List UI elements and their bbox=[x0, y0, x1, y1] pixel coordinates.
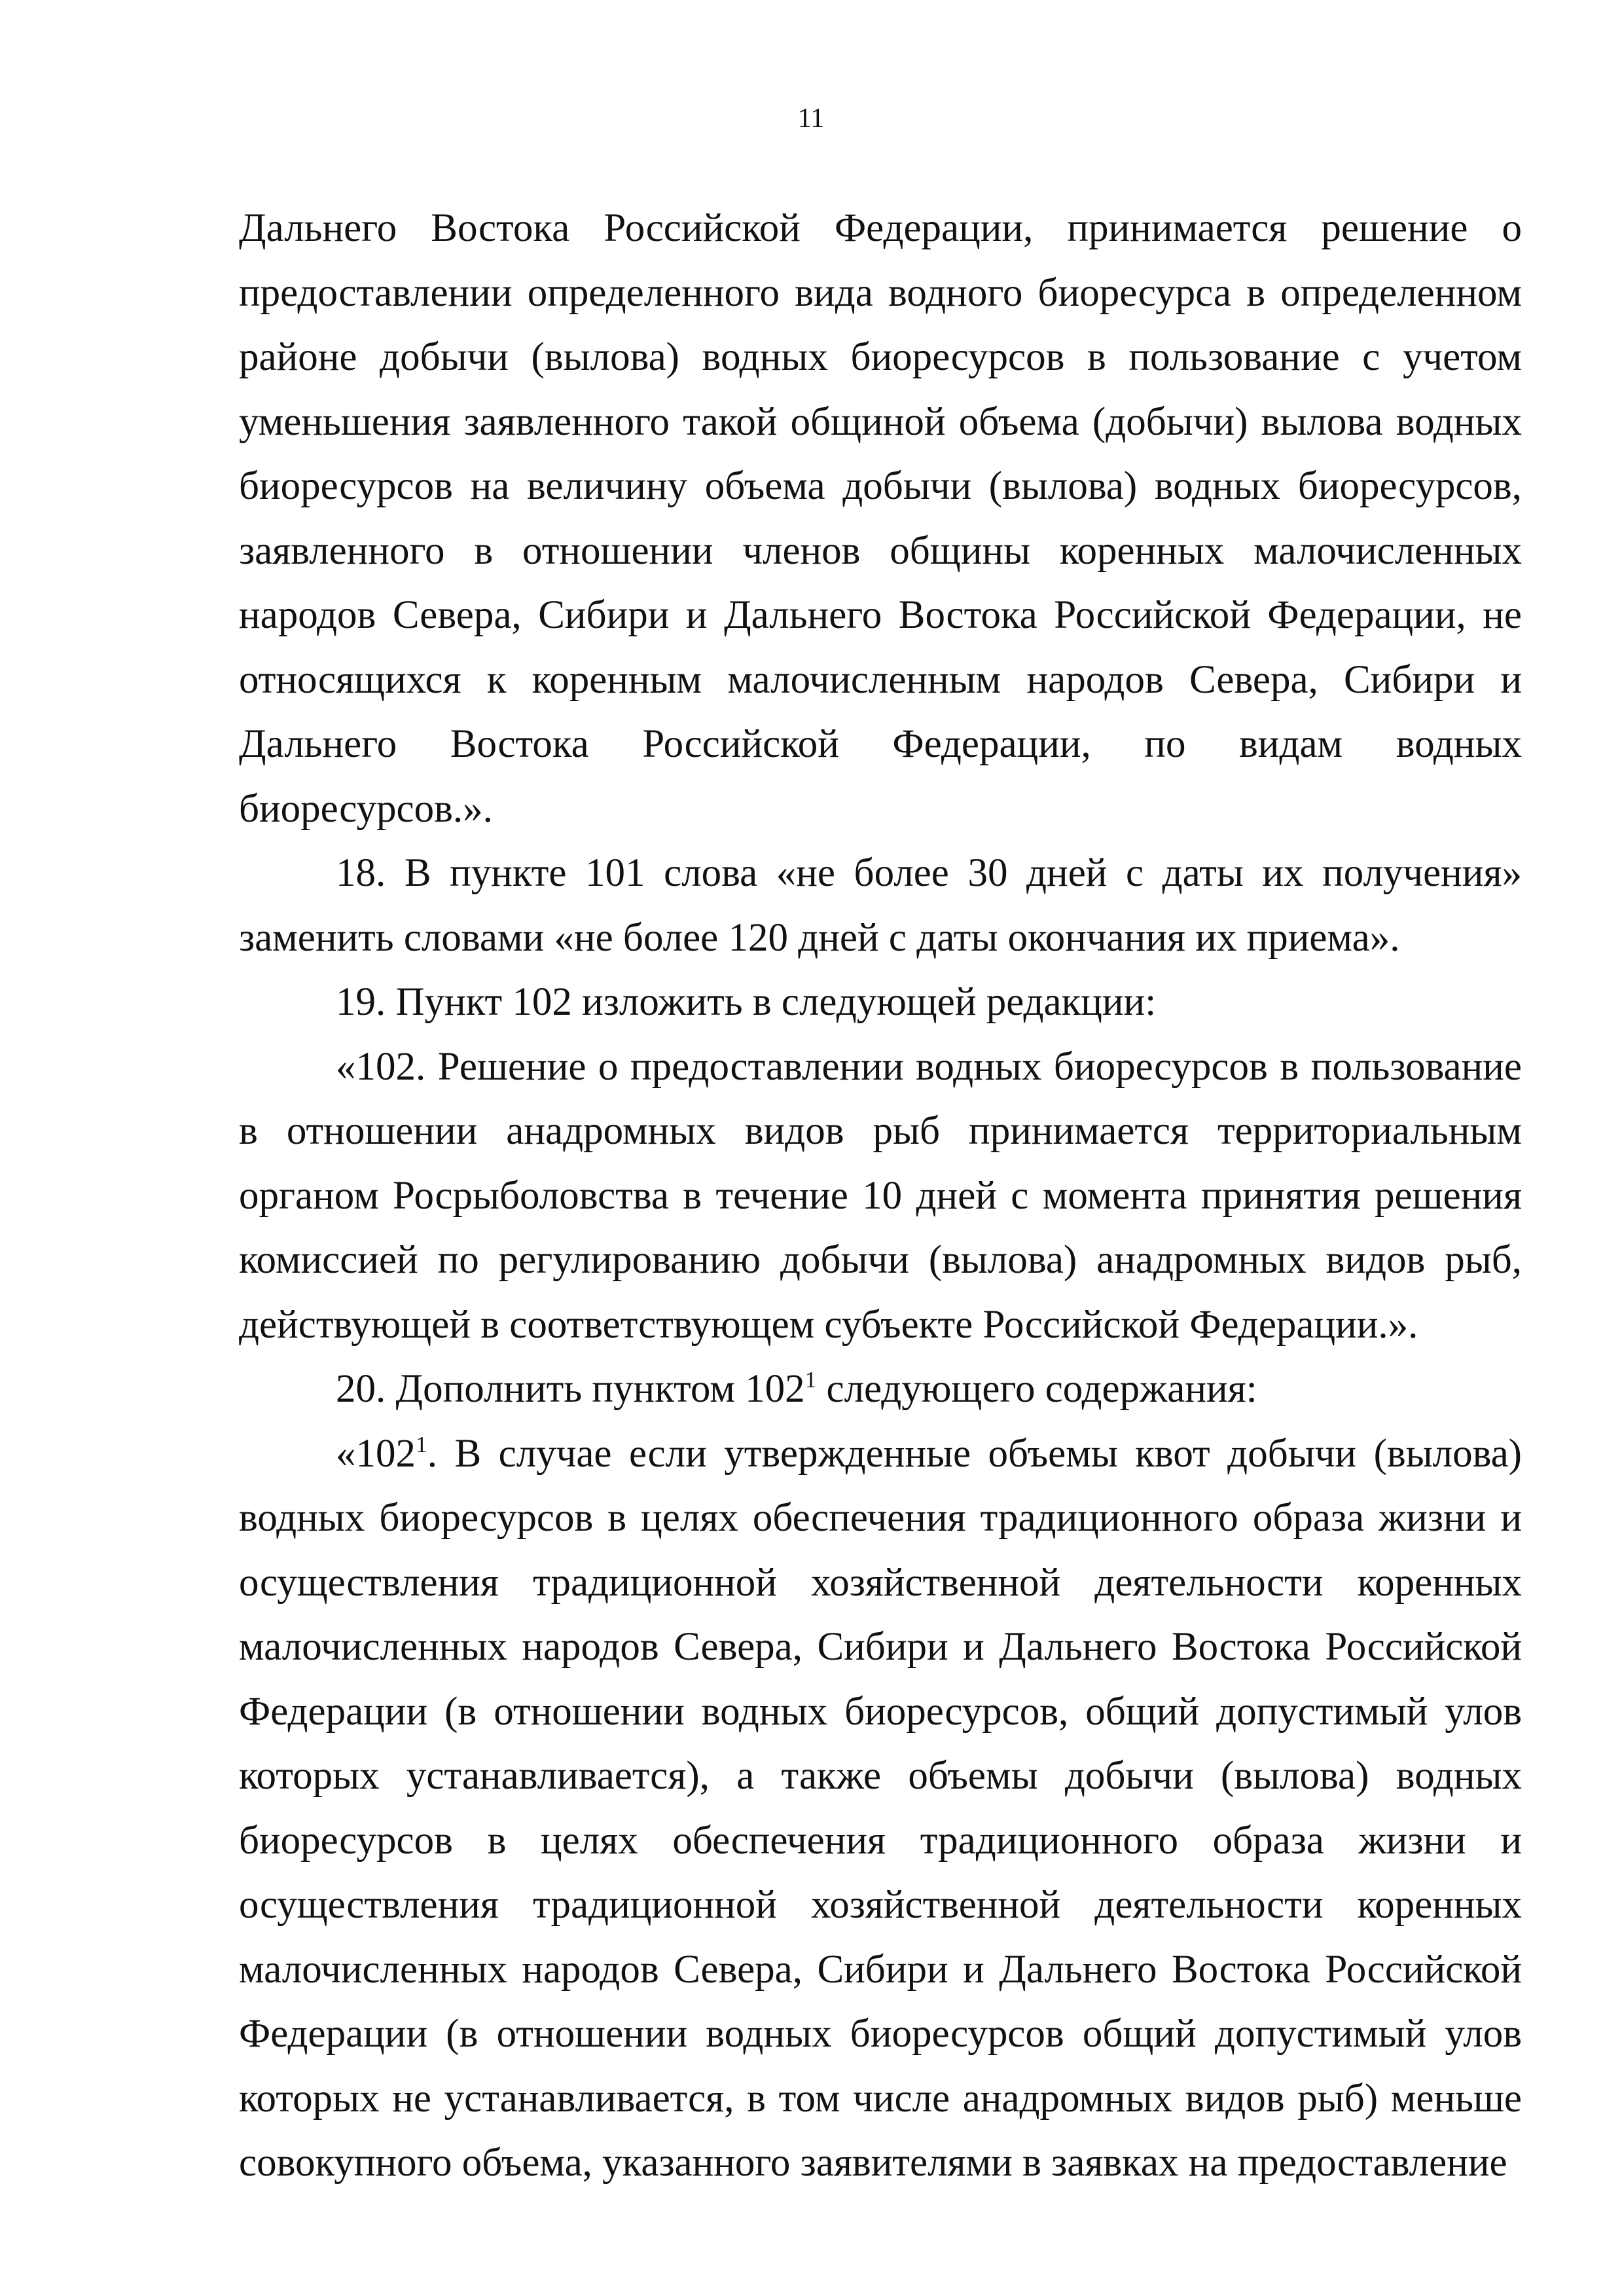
paragraph-quote-102-1-lead: «102 bbox=[336, 1431, 416, 1476]
superscript-marker: 1 bbox=[804, 1366, 817, 1393]
paragraph-item-20-text-tail: следующего содержания: bbox=[816, 1367, 1257, 1411]
paragraph-quote-102-1 bbox=[239, 1422, 1522, 2196]
paragraph-quote-102-1-text: . В случае если утвержденные объемы квот добычи (вылова) водных биоресурсов в целях обеспечения традиционного образа жизни и осуществления традиционной хозяйственной деятельности коренных малочисленных народов Севера, Сибири и Дальнего Востока Российской Федерации (в отношении водных биоресурсов, общий допустимый улов которых устанавливается), а также объемы добычи (вылова) водных биоресурсов в целях обеспечения традиционного образа жизни и осуществления традиционной хозяйственной деятельности коренных малочисленных народов Севера, Сибири и Дальнего Востока Российской Федерации (в отношении водных биоресурсов общий допустимый улов которых не устанавливается, в том числе анадромных видов рыб) меньше совокупного объема, указанного заявителями в заявках на предоставление bbox=[239, 1431, 1522, 2185]
paragraph-item-20 bbox=[239, 1357, 1522, 1422]
paragraph-item-19: 19. Пункт 102 изложить в следующей редакции: bbox=[336, 980, 1157, 1024]
superscript-marker: 1 bbox=[416, 1430, 427, 1457]
page-number: 11 bbox=[797, 103, 825, 134]
paragraph-quote-102: «102. Решение о предоставлении водных биоресурсов в пользование в отношении анадромных видов рыб принимается территориальным органом Росрыболовства в течение 10 дней с момента принятия решения комиссией по регулированию добычи (вылова) анадромных видов рыб, действующей в соответствующем субъекте Российской Федерации.». bbox=[239, 1044, 1522, 1347]
document-body bbox=[239, 196, 1522, 2196]
paragraph-continuation: Дальнего Востока Российской Федерации, принимается решение о предоставлении определенного вида водного биоресурса в определенном районе добычи (вылова) водных биоресурсов в пользование с учетом уменьшения заявленного такой общиной объема (добычи) вылова водных биоресурсов на величину объема добычи (вылова) водных биоресурсов, заявленного в отношении членов общины коренных малочисленных народов Севера, Сибири и Дальнего Востока Российской Федерации, не относящихся к коренным малочисленным народов Севера, Сибири и Дальнего Востока Российской Федерации, по видам водных биоресурсов.». bbox=[239, 206, 1522, 831]
paragraph-item-18: 18. В пункте 101 слова «не более 30 дней с даты их получения» заменить словами «не более 120 дней с даты окончания их приема». bbox=[239, 851, 1522, 960]
paragraph-item-20-text: 20. Дополнить пунктом 102 bbox=[336, 1367, 805, 1411]
